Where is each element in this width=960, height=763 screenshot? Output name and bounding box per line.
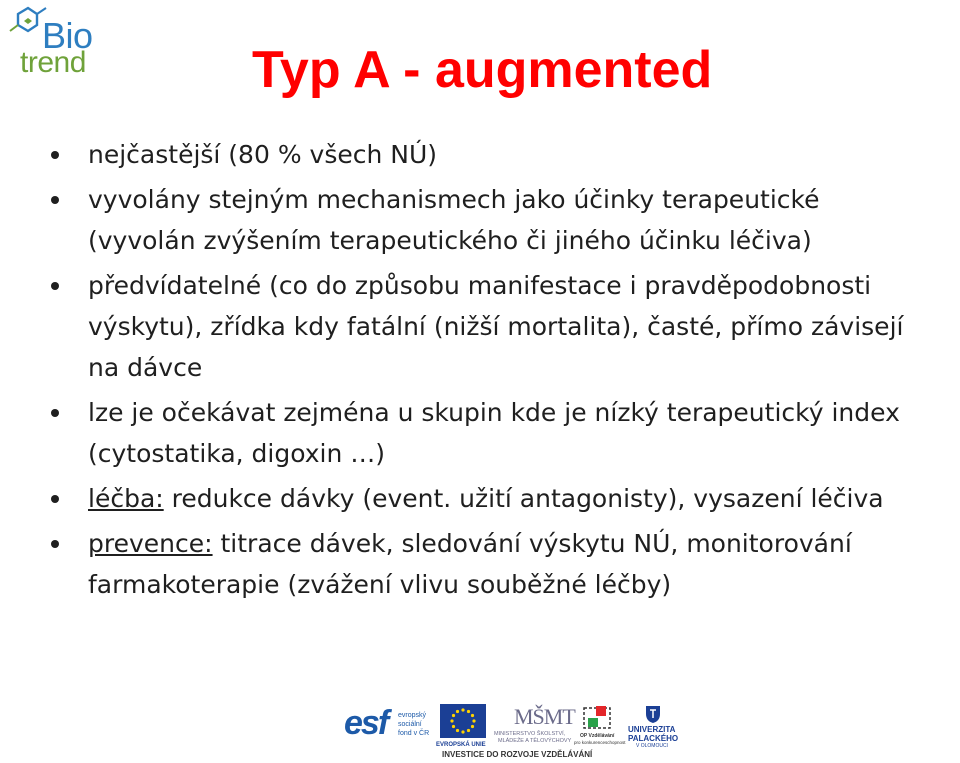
esf-logo (344, 706, 436, 746)
bullet-text: (cytostatika, digoxin …) (88, 439, 386, 468)
upol-caption: UNIVERZITA (628, 725, 676, 734)
bullet-text: na dávce (88, 353, 203, 382)
eu-flag-icon (440, 704, 486, 738)
bullet-treatment (0, 478, 960, 519)
esf-mark: esf (344, 704, 388, 742)
msmt-logo (494, 704, 578, 748)
bullet-text: nejčastější (80 % všech NÚ) (88, 140, 438, 169)
esf-caption: sociální (398, 721, 422, 728)
upol-caption: V OLOMOUCI (636, 743, 668, 749)
bullet-text (88, 478, 952, 519)
bullet-text: výskytu), zřídka kdy fatální (nižší mortalita), časté, přímo závisejí (88, 312, 904, 341)
msmt-caption: MINISTERSTVO ŠKOLSTVÍ, (494, 731, 566, 737)
treatment-label: léčba: (88, 484, 164, 513)
bullet-prevention (0, 523, 960, 605)
treatment-text: redukce dávky (event. užití antagonisty), vysazení léčiva (163, 484, 884, 513)
eu-logo (436, 704, 490, 750)
bullet-risk-groups (0, 392, 960, 474)
bullet-text: (vyvolán zvýšením terapeutického či jiného účinku léčiva) (88, 226, 812, 255)
eu-caption: EVROPSKÁ UNIE (436, 742, 486, 748)
msmt-caption: MLÁDEŽE A TĚLOVÝCHOVY (498, 738, 572, 744)
bullet-text: farmakoterapie (zvážení vlivu souběžné léčby) (88, 570, 672, 599)
biotrend-logo (4, 4, 104, 78)
logo-word-trend: trend (20, 46, 86, 79)
bullet-text: lze je očekávat zejména u skupin kde je nízký terapeutický index (88, 398, 900, 427)
esf-caption: evropský (398, 712, 427, 719)
bullet-mechanism (0, 179, 960, 261)
upol-shield-icon (644, 704, 662, 724)
bullet-text: vyvolány stejným mechanismech jako účinky terapeutické (88, 185, 820, 214)
investment-tagline: INVESTICE DO ROZVOJE VZDĚLÁVÁNÍ (442, 750, 593, 759)
prevention-label: prevence: (88, 529, 213, 558)
op-vk-caption: OP Vzdělávání (580, 733, 615, 739)
esf-caption: fond v ČR (398, 730, 430, 737)
op-vk-caption: pro konkurenceschopnost (574, 740, 626, 745)
prevention-text: titrace dávek, sledování výskytu NÚ, monitorování (212, 529, 852, 558)
bullet-predictability (0, 265, 960, 388)
funding-logos (344, 704, 680, 760)
op-vk-logo (574, 704, 624, 748)
upol-logo (626, 704, 680, 750)
bullet-list (0, 134, 960, 605)
logo-word-bio: Bio (42, 15, 93, 56)
bullet-text: předvídatelné (co do způsobu manifestace i pravděpodobnosti (88, 271, 872, 300)
op-vk-emblem-icon (582, 704, 616, 732)
upol-caption: PALACKÉHO (628, 734, 679, 743)
bullet-frequency (0, 134, 960, 175)
slide-title: Typ A - augmented (252, 41, 713, 99)
bullet-text (88, 523, 952, 564)
msmt-mark: MŠMT (514, 704, 575, 729)
